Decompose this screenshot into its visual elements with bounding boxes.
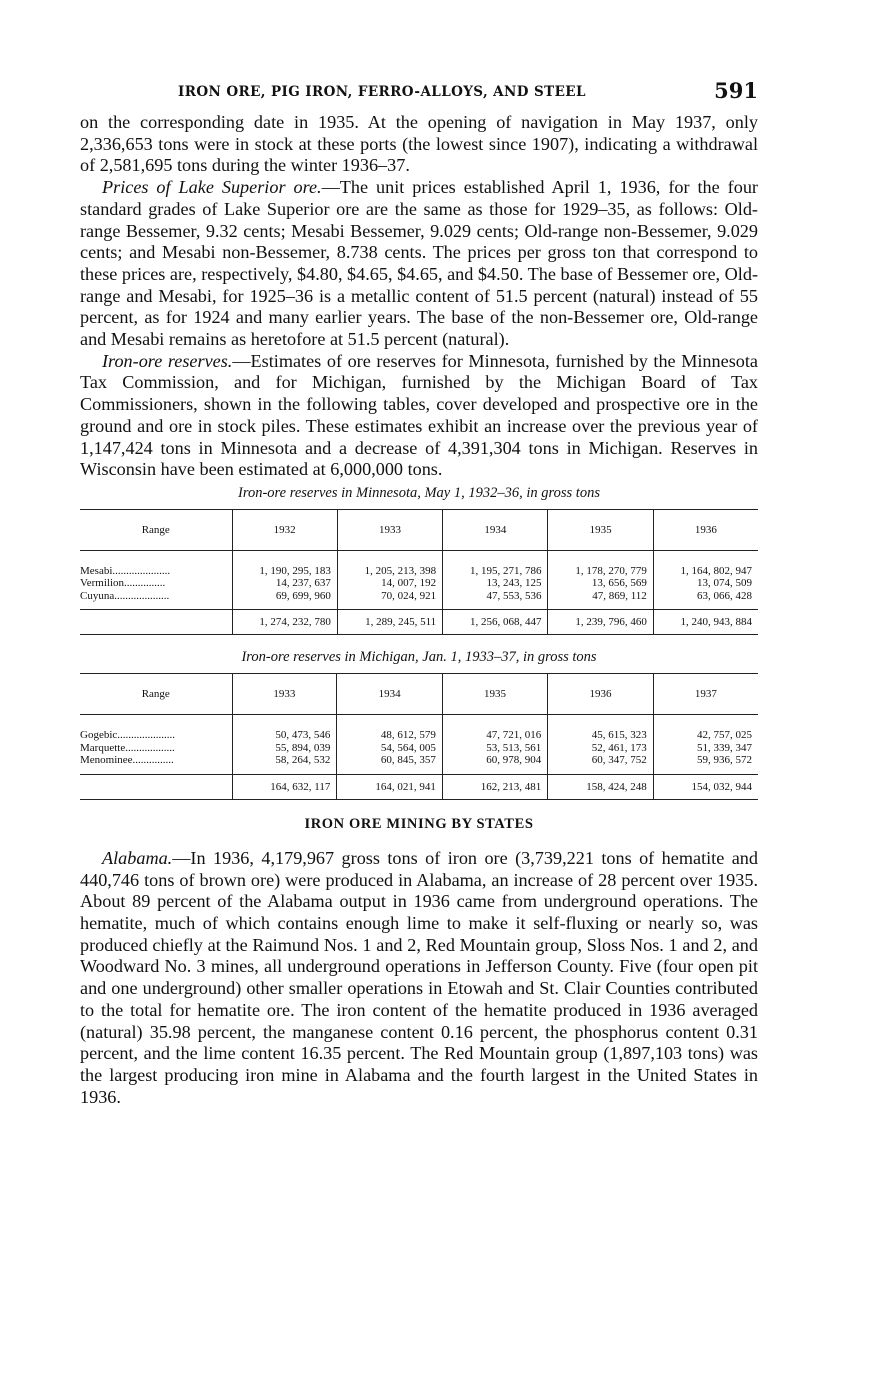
table-cell: 164, 632, 117 — [232, 774, 337, 799]
table-cell: 60, 845, 357 — [337, 754, 442, 774]
column-header: 1933 — [232, 674, 337, 715]
table-cell: 14, 237, 637 — [232, 577, 337, 590]
table-cell: 1, 256, 068, 447 — [443, 610, 548, 635]
table-cell: 154, 032, 944 — [653, 774, 758, 799]
table-cell: 1, 164, 802, 947 — [653, 550, 758, 577]
table-cell: 13, 243, 125 — [443, 577, 548, 590]
range-name: Cuyuna.................... — [80, 589, 170, 602]
table-cell: 1, 178, 270, 779 — [548, 550, 653, 577]
table-cell: 1, 190, 295, 183 — [232, 550, 337, 577]
table-cell: 13, 656, 569 — [548, 577, 653, 590]
table-cell: 51, 339, 347 — [653, 742, 758, 755]
range-name: Gogebic..................... — [80, 729, 176, 742]
table-cell: 1, 205, 213, 398 — [337, 550, 442, 577]
table-cell: 1, 274, 232, 780 — [232, 610, 337, 635]
table-row — [80, 590, 758, 610]
total-label — [80, 610, 232, 635]
paragraph-reserves-body: —Estimates of ore reserves for Minnesota, furnished by the Minnesota Tax Commission, and for Michigan, furnished by the Michigan Board of Tax Commissioners, shown in the following tables, cover developed and prospective ore in the ground and ore in stock piles. These estimates exhibit an increase over the previous year of 1,147,424 tons in Minnesota and a decrease of 4,391,304 tons in Michigan. Reserves in Wisconsin have been estimated at 6,000,000 tons. — [80, 350, 758, 480]
table-cell: 13, 074, 509 — [653, 577, 758, 590]
column-header: 1937 — [653, 674, 758, 715]
table-row — [80, 754, 758, 774]
running-head — [80, 78, 758, 112]
column-header: Range — [80, 509, 232, 550]
range-name: Mesabi..................... — [80, 564, 171, 577]
table-total-row — [80, 774, 758, 799]
table-cell: 1, 289, 245, 511 — [337, 610, 442, 635]
paragraph-reserves-title: Iron-ore reserves. — [102, 350, 233, 371]
column-header: 1935 — [442, 674, 547, 715]
table-cell: 1, 195, 271, 786 — [443, 550, 548, 577]
table-cell: 53, 513, 561 — [442, 742, 547, 755]
paragraph-prices-body: —The unit prices established April 1, 1936, for the four standard grades of Lake Superior ore are the same as those for 1929–35, as follows: Old-range Bessemer, 9.32 cents; Mesabi Bessemer, 9.029 cents; Old-range non-Bessemer, 9.029 cents; and Mesabi non-Bessemer, 8.738 cents. The prices per gross ton that correspond to these prices are, respectively, $4.80, $4.65, $4.65, and $4.50. The base of Bessemer ore, Old-range and Mesabi, for 1925–36 is a metallic content of 51.5 percent (natural) instead of 55 percent, as for 1924 and many earlier years. The base of the non-Bessemer ore, Old-range and Mesabi remains as heretofore at 51.5 percent (natural). — [80, 177, 758, 350]
table-header-row — [80, 674, 758, 715]
page-number: 591 — [714, 78, 758, 103]
table-cell: 47, 869, 112 — [548, 590, 653, 610]
table-cell: 1, 240, 943, 884 — [653, 610, 758, 635]
michigan-reserves-table — [80, 673, 758, 800]
table-cell: 164, 021, 941 — [337, 774, 442, 799]
table-cell: 50, 473, 546 — [232, 715, 337, 742]
paragraph-prices — [80, 177, 758, 351]
table-cell: 42, 757, 025 — [653, 715, 758, 742]
paragraph-alabama-title: Alabama. — [102, 847, 173, 868]
column-header: 1932 — [232, 509, 337, 550]
table-cell: 60, 978, 904 — [442, 754, 547, 774]
column-header: 1933 — [337, 509, 442, 550]
paragraph-prices-title: Prices of Lake Superior ore. — [102, 177, 322, 198]
range-name: Marquette.................. — [80, 741, 175, 754]
table-cell: 59, 936, 572 — [653, 754, 758, 774]
column-header: 1934 — [443, 509, 548, 550]
table-row — [80, 742, 758, 755]
table-cell: 58, 264, 532 — [232, 754, 337, 774]
column-header: 1934 — [337, 674, 442, 715]
paragraph-alabama-body: —In 1936, 4,179,967 gross tons of iron ore (3,739,221 tons of hematite and 440,746 tons of brown ore) were produced in Alabama, an increase of 28 percent over 1935. About 89 percent of the Alabama output in 1936 came from underground operations. The hematite, much of which contains enough lime to make it self-fluxing or nearly so, was produced chiefly at the Raimund Nos. 1 and 2, Red Mountain group, Sloss Nos. 1 and 2, and Woodward No. 3 mines, all underground operations in Jefferson County. Five (four open pit and one underground) other smaller operations in Etowah and St. Clair Counties contributed to the total for hematite ore. The iron content of the hematite produced in 1936 averaged (natural) 35.98 percent, the manganese content 0.16 percent, the phosphorus content 0.31 percent, and the lime content 16.35 percent. The Red Mountain group (1,897,103 tons) was the largest producing iron mine in Alabama and the fourth largest in the United States in 1936. — [80, 847, 758, 1107]
table-cell: 47, 553, 536 — [443, 590, 548, 610]
table-row — [80, 715, 758, 742]
table-cell: 162, 213, 481 — [442, 774, 547, 799]
section-heading: IRON ORE MINING BY STATES — [304, 815, 534, 832]
column-header: 1936 — [653, 509, 758, 550]
column-header: Range — [80, 674, 232, 715]
paragraph-alabama — [80, 848, 758, 1108]
table-cell: 70, 024, 921 — [337, 590, 442, 610]
minnesota-table-caption: Iron-ore reserves in Minnesota, May 1, 1932–36, in gross tons — [238, 484, 600, 501]
table-cell: 48, 612, 579 — [337, 715, 442, 742]
column-header: 1935 — [548, 509, 653, 550]
table-header-row — [80, 509, 758, 550]
document-page — [80, 78, 758, 1108]
table-row — [80, 577, 758, 590]
table-cell: 47, 721, 016 — [442, 715, 547, 742]
michigan-table-caption: Iron-ore reserves in Michigan, Jan. 1, 1933–37, in gross tons — [241, 649, 597, 666]
total-label — [80, 774, 232, 799]
table-cell: 45, 615, 323 — [548, 715, 653, 742]
table-cell: 54, 564, 005 — [337, 742, 442, 755]
range-name: Menominee............... — [80, 754, 174, 767]
running-title: IRON ORE, PIG IRON, FERRO-ALLOYS, AND STEEL — [178, 84, 586, 100]
table-cell: 1, 239, 796, 460 — [548, 610, 653, 635]
column-header: 1936 — [548, 674, 653, 715]
table-cell: 69, 699, 960 — [232, 590, 337, 610]
paragraph-stock: on the corresponding date in 1935. At the opening of navigation in May 1937, only 2,336,653 tons were in stock at these ports (the lowest since 1907), indicating a withdrawal of 2,581,695 tons during the winter 1936–37. — [80, 112, 758, 176]
table-cell: 52, 461, 173 — [548, 742, 653, 755]
range-name: Vermilion............... — [80, 577, 166, 590]
table-row — [80, 550, 758, 577]
table-cell: 14, 007, 192 — [337, 577, 442, 590]
table-cell: 158, 424, 248 — [548, 774, 653, 799]
table-cell: 60, 347, 752 — [548, 754, 653, 774]
paragraph-reserves — [80, 351, 758, 481]
table-cell: 55, 894, 039 — [232, 742, 337, 755]
table-total-row — [80, 610, 758, 635]
table-cell: 63, 066, 428 — [653, 590, 758, 610]
minnesota-reserves-table — [80, 509, 758, 636]
